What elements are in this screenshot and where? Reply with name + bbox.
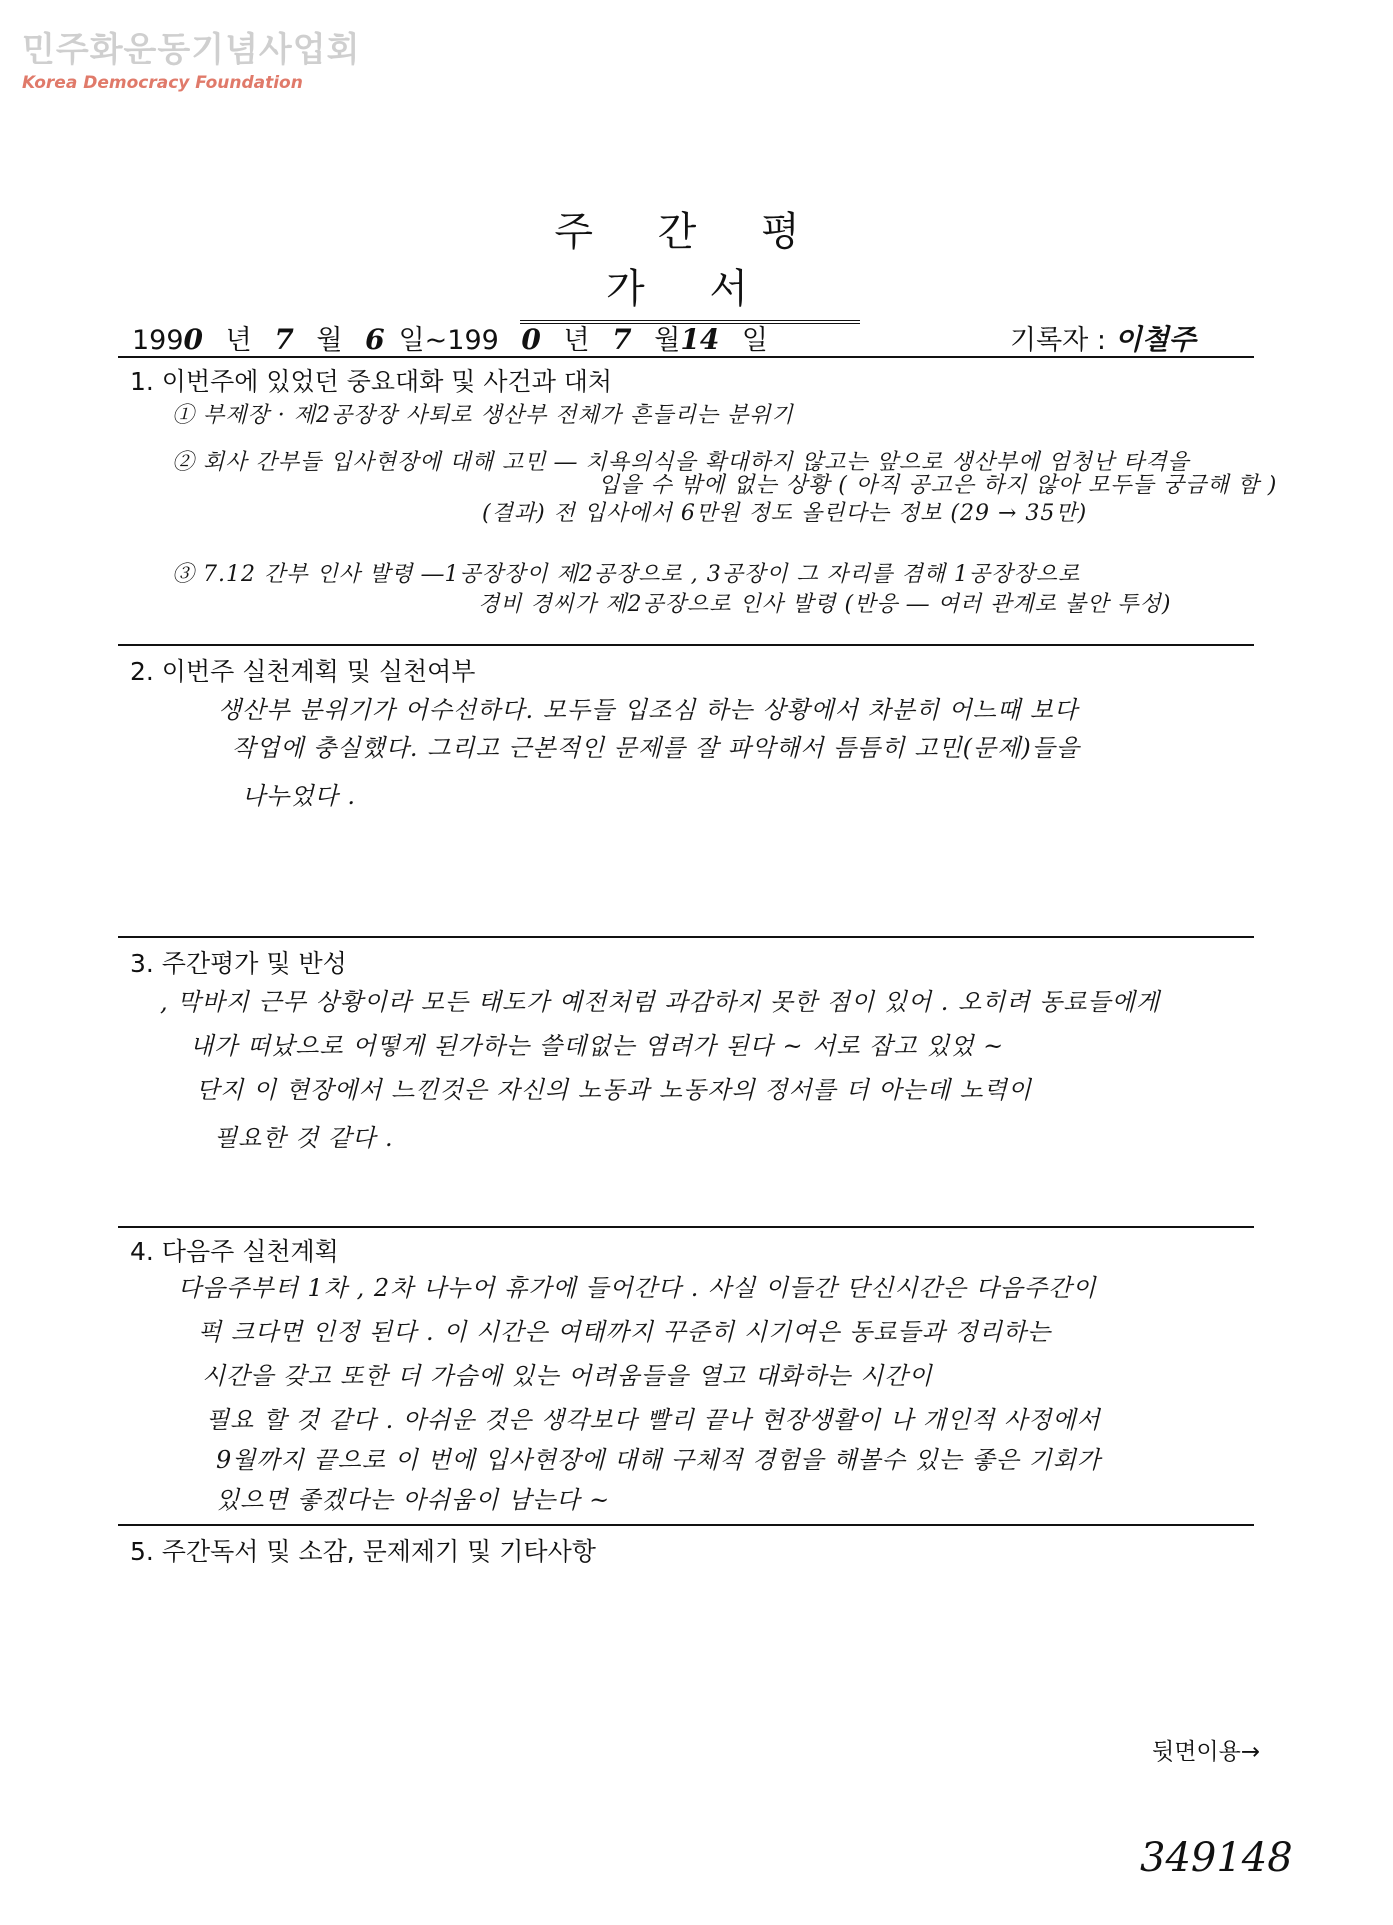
- section-divider: [118, 356, 1254, 358]
- section-3-line: 단지 이 현장에서 느낀것은 자신의 노동과 노동자의 정서를 더 아는데 노력이: [196, 1076, 1032, 1104]
- watermark-korean: 민주화운동기념사업회: [22, 30, 361, 70]
- day-range-label: 일~199: [398, 325, 499, 356]
- watermark-logo: [22, 22, 360, 93]
- month2: 7: [612, 323, 632, 356]
- section-divider: [118, 1226, 1254, 1228]
- section-5-title: 5. 주간독서 및 소감, 문제제기 및 기타사항: [130, 1537, 596, 1566]
- section-3-line: 필요한 것 같다 .: [214, 1124, 394, 1152]
- year2-label: 년: [563, 325, 590, 356]
- section-4-line: 시간을 갖고 또한 더 가슴에 있는 어려움들을 열고 대화하는 시간이: [202, 1362, 933, 1390]
- section-4-line: 9월까지 끝으로 이 번에 입사현장에 대해 구체적 경험을 해볼수 있는 좋은 기회가: [216, 1446, 1102, 1474]
- section-4-line: 있으면 좋겠다는 아쉬움이 남는다 ~: [216, 1486, 611, 1514]
- day2: 14: [680, 323, 720, 356]
- month2-label: 월: [654, 325, 681, 356]
- recorder-label: 기록자 :: [1010, 325, 1106, 356]
- section-4-line: 필요 할 것 같다 . 아쉬운 것은 생각보다 빨리 끝나 현장생활이 나 개인적 사정에서: [206, 1406, 1101, 1434]
- back-page-note: 뒷면이용→: [1152, 1739, 1261, 1765]
- section-1-line: (결과) 전 입사에서 6만원 정도 올린다는 정보 (29 → 35만): [482, 501, 1088, 526]
- document-number: 349148: [1140, 1835, 1293, 1881]
- year2-digit: 0: [521, 323, 541, 356]
- section-1-line: 경비 경씨가 제2공장으로 인사 발령 (반응 ― 여러 관계로 불안 투성): [478, 592, 1172, 617]
- section-4-line: 퍽 크다면 인정 된다 . 이 시간은 여태까지 꾸준히 시기여은 동료들과 정리하는: [198, 1318, 1052, 1346]
- section-3-line: , 막바지 근무 상황이라 모든 태도가 예전처럼 과감하지 못한 점이 있어 . 오히려 동료들에게: [160, 988, 1161, 1016]
- section-1-line: ① 부제장 · 제2공장장 사퇴로 생산부 전체가 흔들리는 분위기: [172, 403, 794, 428]
- section-3-line: 내가 떠났으로 어떻게 된가하는 쓸데없는 염려가 된다 ~ 서로 잡고 있었 ~: [190, 1032, 1005, 1060]
- recorder: [1010, 318, 1196, 358]
- day1: 6: [365, 323, 385, 356]
- recorder-name: 이철주: [1114, 323, 1196, 356]
- section-3-title: 3. 주간평가 및 반성: [130, 949, 347, 978]
- section-1-line: ③ 7.12 간부 인사 발령 ―1공장장이 제2공장으로 , 3공장이 그 자리를 겸해 1공장장으로: [172, 562, 1081, 587]
- month1: 7: [274, 323, 294, 356]
- year-label: 년: [225, 325, 252, 356]
- month-label: 월: [316, 325, 343, 356]
- section-divider: [118, 644, 1254, 646]
- year1-prefix: 199: [132, 325, 184, 356]
- section-4-line: 다음주부터 1차 , 2차 나누어 휴가에 들어간다 . 사실 이들간 단신시간은 다음주간이: [178, 1274, 1097, 1302]
- watermark-english: Korea Democracy Foundation: [22, 73, 303, 93]
- section-1-title: 1. 이번주에 있었던 중요대화 및 사건과 대처: [130, 367, 613, 396]
- page-title: 주 간 평 가 서: [520, 200, 860, 324]
- section-divider: [118, 936, 1254, 938]
- section-divider: [118, 1524, 1254, 1526]
- section-2-line: 작업에 충실했다. 그리고 근본적인 문제를 잘 파악해서 틈틈히 고민(문제)들을: [232, 734, 1081, 762]
- section-2-line: 나누었다 .: [242, 782, 356, 810]
- section-1-line: ② 회사 간부들 입사현장에 대해 고민 ― 치욕의식을 확대하지 않고는 앞으로 생산부에 엄청난 타격을: [172, 450, 1190, 475]
- evaluation-period: [132, 318, 768, 357]
- section-2-line: 생산부 분위기가 어수선하다. 모두들 입조심 하는 상황에서 차분히 어느때 보다: [218, 696, 1079, 724]
- section-2-title: 2. 이번주 실천계획 및 실천여부: [130, 657, 476, 686]
- year1-digit: 0: [183, 323, 204, 356]
- section-1-line: 입을 수 밖에 없는 상황 ( 아직 공고은 하지 않아 모두들 궁금해 함 ): [598, 473, 1278, 498]
- day-label: 일: [741, 325, 768, 356]
- section-4-title: 4. 다음주 실천계획: [130, 1237, 339, 1266]
